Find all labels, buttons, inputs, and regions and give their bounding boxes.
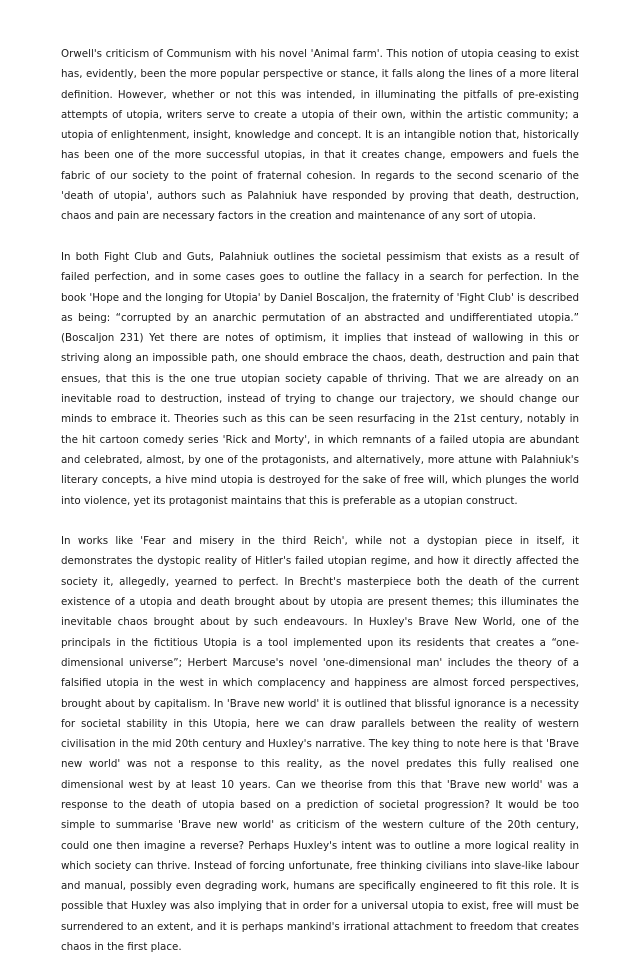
document-body (61, 44, 579, 978)
paragraph-2: In both Fight Club and Guts, Palahniuk outlines the societal pessimism that exists as a result of failed perfection, and in some cases goes to outline the fallacy in a search for perfection. In the book 'Hope and the longing for Utopia' by Daniel Boscaljon, the fraternity of 'Fight Club' is described as being: “corrupted by an anarchic permutation of an abstracted and undifferentiated utopia.” (Boscaljon 231) Yet there are notes of optimism, it implies that instead of wallowing in this or striving along an impossible path, one should embrace the chaos, death, destruction and pain that ensues, that this is the one true utopian society capable of thriving. That we are already on an inevitable road to destruction, instead of trying to change our trajectory, we should change our minds to embrace it. Theories such as this can be seen resurfacing in the 21st century, notably in the hit cartoon comedy series 'Rick and Morty', in which remnants of a failed utopia are abundant and celebrated, almost, by one of the protagonists, and alternatively, more attune with Palahniuk's literary concepts, a hive mind utopia is destroyed for the sake of free will, which plunges the world into violence, yet its protagonist maintains that this is preferable as a utopian construct. (61, 250, 579, 507)
paragraph-1: Orwell's criticism of Communism with his novel 'Animal farm'. This notion of utopia ceasing to exist has, evidently, been the more popular perspective or stance, it falls along the lines of a more literal definition. However, whether or not this was intended, in illuminating the pitfalls of pre-existing attempts of utopia, writers serve to create a utopia of their own, within the artistic community; a utopia of enlightenment, insight, knowledge and concept. It is an intangible notion that, historically has been one of the more successful utopias, in that it creates change, empowers and fuels the fabric of our society to the point of fraternal cohesion. In regards to the second scenario of the 'death of utopia', authors such as Palahniuk have responded by proving that death, destruction, chaos and pain are necessary factors in the creation and maintenance of any sort of utopia. (61, 48, 579, 223)
paragraph-3: In works like 'Fear and misery in the third Reich', while not a dystopian piece in itself, it demonstrates the dystopic reality of Hitler's failed utopian regime, and how it directly affected the society it, allegedly, yearned to perfect. In Brecht's masterpiece both the death of the current existence of a utopia and death brought about by utopia are present themes; this illuminates the inevitable chaos brought about by such endeavours. In Huxley's Brave New World, one of the principals in the fictitious Utopia is a tool implemented upon its residents that creates a “one-dimensional universe”; Herbert Marcuse's novel 'one-dimensional man' includes the theory of a falsified utopia in the west in which complacency and happiness are almost forced perspectives, brought about by capitalism. In 'Brave new world' it is outlined that blissful ignorance is a necessity for societal stability in this Utopia, here we can draw parallels between the reality of western civilisation in the mid 20th century and Huxley's narrative. The key thing to note here is that 'Brave new world' was not a response to this reality, as the novel predates this fully realised one dimensional west by at least 10 years. Can we theorise from this that 'Brave new world' was a response to the death of utopia based on a prediction of societal progression? It would be too simple to summarise 'Brave new world' as criticism of the western culture of the 20th century, could one then imagine a reverse? Perhaps Huxley's intent was to outline a more logical reality in which society can thrive. Instead of forcing unfortunate, free thinking civilians into slave-like labour and manual, possibly even degrading work, humans are specifically engineered to fit this role. It is possible that Huxley was also implying that in order for a universal utopia to exist, free will must be surrendered to an extent, and it is perhaps mankind's irrational attachment to freedom that creates chaos in the first place. (61, 535, 579, 954)
